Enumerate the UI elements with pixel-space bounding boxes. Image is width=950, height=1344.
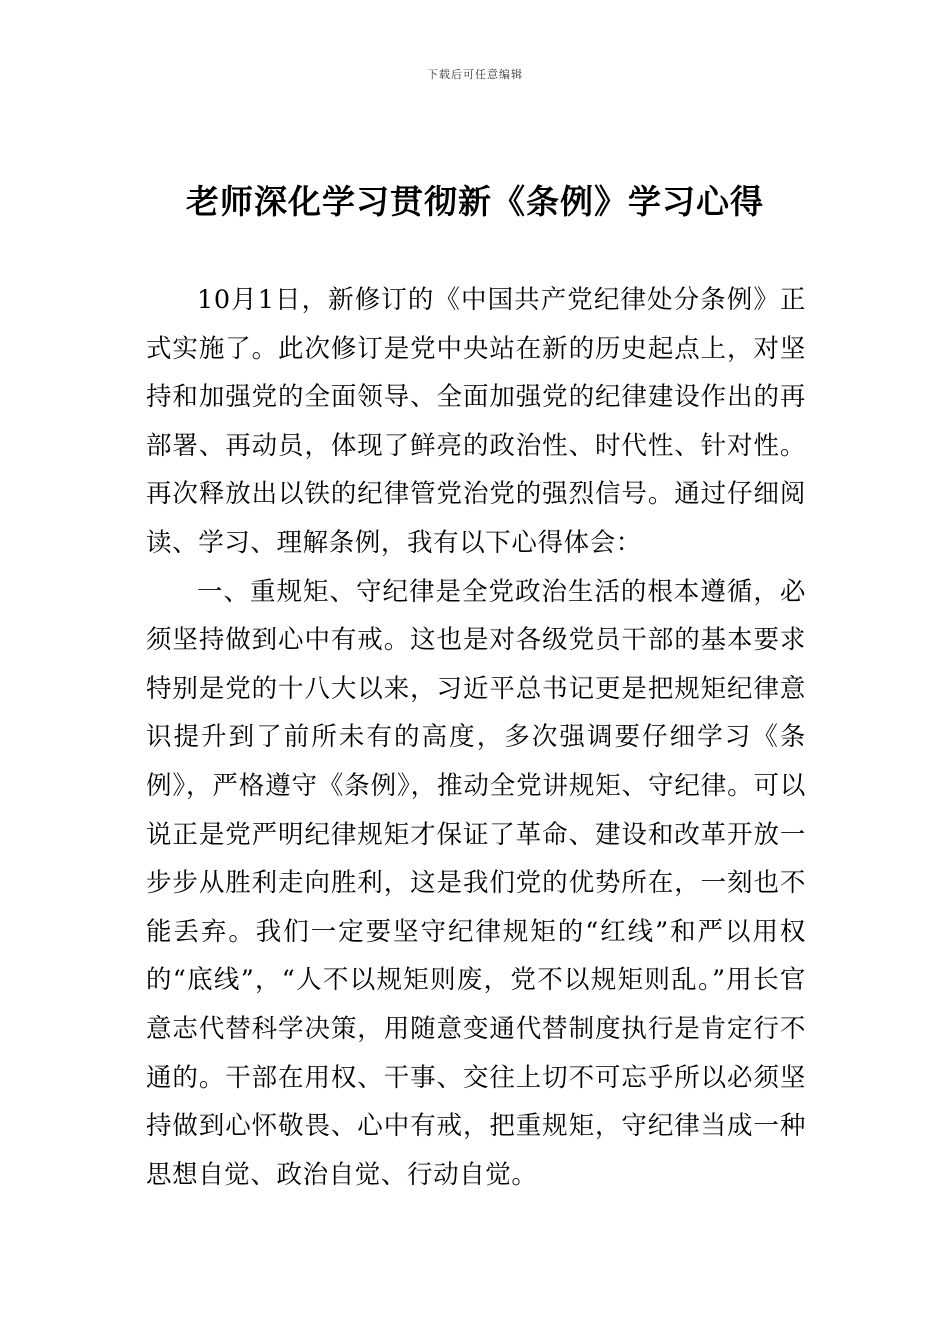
paragraph-intro: 10月1日，新修订的《中国共产党纪律处分条例》正式实施了。此次修订是党中央站在新的历史起点上，对坚持和加强党的全面领导、全面加强党的纪律建设作出的再部署、再动员，体现了鲜亮的政治性、时代性、针对性。再次释放出以铁的纪律管党治党的强烈信号。通过仔细阅读、学习、理解条例，我有以下心得体会： [146,285,806,558]
paragraph-point-one: 一、重规矩、守纪律是全党政治生活的根本遵循，必须坚持做到心中有戒。这也是对各级党员干部的基本要求特别是党的十八大以来，习近平总书记更是把规矩纪律意识提升到了前所未有的高度，多次强调要仔细学习《条例》，严格遵守《条例》，推动全党讲规矩、守纪律。可以说正是党严明纪律规矩才保证了革命、建设和改革开放一步步从胜利走向胜利，这是我们党的优势所在，一刻也不能丢弃。我们一定要坚守纪律规矩的“红线”和严以用权的“底线”，“人不以规矩则废，党不以规矩则乱。”用长官意志代替科学决策，用随意变通代替制度执行是肯定行不通的。干部在用权、干事、交往上切不可忘乎所以必须坚持做到心怀敬畏、心中有戒，把重规矩，守纪律当成一种思想自觉、政治自觉、行动自觉。 [146,576,806,1190]
header-note: 下载后可任意编辑 [427,68,523,81]
document-title: 老师深化学习贯彻新《条例》学习心得 [186,182,764,221]
document-body [146,276,806,1199]
